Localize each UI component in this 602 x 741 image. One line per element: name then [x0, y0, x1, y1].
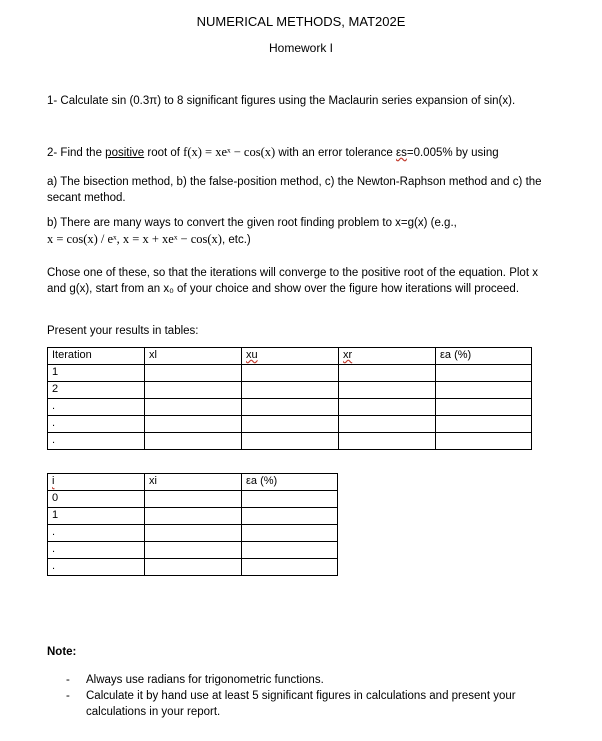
table-row	[48, 382, 532, 399]
table-cell	[145, 559, 242, 576]
table-cell	[242, 491, 338, 508]
table-cell	[242, 525, 338, 542]
question-2-part-b	[47, 215, 567, 248]
table-cell	[145, 508, 242, 525]
table-cell	[145, 491, 242, 508]
table-cell	[242, 399, 339, 416]
table-cell	[242, 365, 339, 382]
note-item: - Always use radians for trigonometric functions.	[66, 672, 536, 688]
table-cell	[242, 382, 339, 399]
table-cell	[145, 399, 242, 416]
table-cell	[339, 416, 436, 433]
q2-eps-s: εs	[395, 147, 407, 159]
table1-header-xr: xr	[339, 348, 436, 365]
table1-row-label: .	[48, 399, 145, 416]
part-b-math: x = cos(x) / eˣ, x = x + xeˣ − cos(x)	[47, 232, 222, 246]
document-title: NUMERICAL METHODS, MAT202E	[196, 14, 406, 29]
question-1: 1- Calculate sin (0.3π) to 8 significant figures using the Maclaurin series expansion of sin(x).	[47, 95, 516, 107]
table-cell	[339, 399, 436, 416]
table1-header-error: εa (%)	[436, 348, 532, 365]
table-cell	[436, 433, 532, 450]
table-cell	[242, 508, 338, 525]
table2-header-row	[48, 474, 338, 491]
q2-tol-value: =0.005% by using	[406, 147, 499, 159]
table-row	[48, 525, 338, 542]
table-cell	[436, 399, 532, 416]
table-cell	[436, 382, 532, 399]
table2-header-error: εa (%)	[242, 474, 338, 491]
table-cell	[145, 382, 242, 399]
table-row	[48, 542, 338, 559]
table-cell	[339, 365, 436, 382]
table2-row-label: 1	[48, 508, 145, 525]
table1-header-iteration: Iteration	[48, 348, 145, 365]
table1-header-row	[48, 348, 532, 365]
table1-row-label: 1	[48, 365, 145, 382]
chose-paragraph: Chose one of these, so that the iterations will converge to the positive root of the equation. Plot x and g(x), start from an x₀ of your choice and show over the figure how iterations will proceed.	[47, 267, 538, 295]
document-subtitle: Homework I	[268, 41, 333, 55]
q2-prefix: 2- Find the	[47, 147, 106, 159]
table-cell	[145, 416, 242, 433]
note-list	[66, 672, 536, 720]
table-row	[48, 508, 338, 525]
part-b-end: , etc.)	[221, 234, 251, 246]
table-cell	[436, 416, 532, 433]
part-b-text: b) There are many ways to convert the given root finding problem to x=g(x) (e.g.,	[47, 217, 457, 229]
results-table-2	[47, 473, 338, 576]
table1-header-xl: xl	[145, 348, 242, 365]
table-cell	[242, 542, 338, 559]
question-2-intro	[47, 144, 567, 161]
table2-header-i: i	[48, 474, 145, 491]
present-tables-text: Present your results in tables:	[47, 325, 199, 337]
table-cell	[145, 525, 242, 542]
note-item: - Calculate it by hand use at least 5 significant figures in calculations and present your calculations in your report.	[66, 688, 536, 720]
table-row	[48, 416, 532, 433]
table1-header-xu: xu	[242, 348, 339, 365]
table-row	[48, 559, 338, 576]
q2-mid: root of	[144, 147, 184, 159]
table2-row-label: .	[48, 542, 145, 559]
table-row	[48, 433, 532, 450]
table2-row-label: 0	[48, 491, 145, 508]
table-cell	[145, 433, 242, 450]
results-table-1	[47, 347, 532, 450]
table-cell	[242, 559, 338, 576]
table-cell	[145, 365, 242, 382]
table2-row-label: .	[48, 559, 145, 576]
table1-row-label: 2	[48, 382, 145, 399]
q2-positive: positive	[105, 147, 145, 159]
question-2-part-a: a) The bisection method, b) the false-position method, c) the Newton-Raphson method and c) the secant method.	[47, 176, 542, 204]
table-cell	[242, 433, 339, 450]
table-cell	[436, 365, 532, 382]
table-row	[48, 365, 532, 382]
table-cell	[242, 416, 339, 433]
table-cell	[339, 433, 436, 450]
table-row	[48, 399, 532, 416]
note-label: Note:	[47, 646, 77, 658]
q2-function: f(x) = xeˣ − cos(x)	[183, 145, 276, 159]
table-cell	[339, 382, 436, 399]
table2-row-label: .	[48, 525, 145, 542]
table1-row-label: .	[48, 416, 145, 433]
table-cell	[145, 542, 242, 559]
table2-header-xi: xi	[145, 474, 242, 491]
table-row	[48, 491, 338, 508]
table1-row-label: .	[48, 433, 145, 450]
q2-tol-prefix: with an error tolerance	[275, 147, 396, 159]
